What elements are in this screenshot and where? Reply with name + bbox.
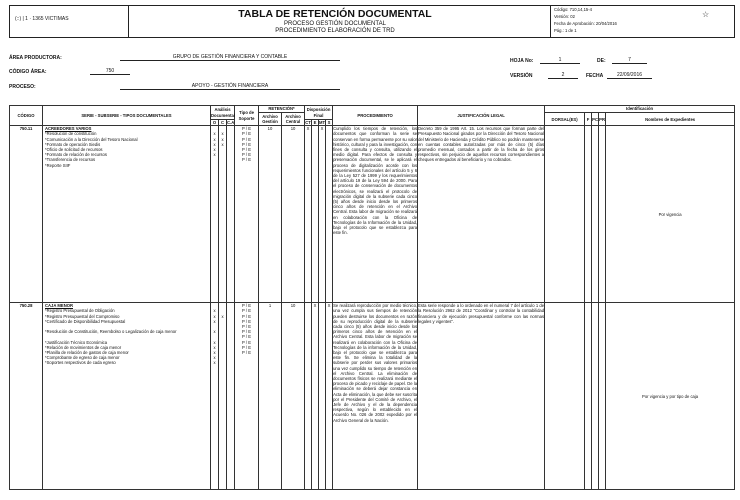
col-e: E	[312, 120, 319, 126]
list-item: *Transferencia de recursos	[45, 157, 96, 163]
col-ct: CT	[305, 120, 311, 125]
list-item: *Registro Presupuestal del Compromiso	[45, 313, 120, 319]
list-item: *Justificación Técnico Económica	[45, 339, 108, 345]
page-subtitle-procedure: PROCEDIMIENTO ELABORACIÓN DE TRD	[275, 28, 395, 34]
col-codigo: CÓDIGO	[10, 106, 43, 126]
col-procedimiento: PROCEDIMIENTO	[333, 106, 418, 126]
version-label: VERSIÓN	[510, 73, 533, 79]
row-codigo: 750.11	[10, 126, 43, 303]
col-archivo-central: Archivo Central	[282, 113, 305, 126]
soporte: P / E	[242, 313, 252, 319]
col-pr: PR	[599, 113, 606, 126]
row-nombres: Por vigencia y por tipo de caja	[606, 303, 735, 490]
mark-o: x	[213, 131, 216, 137]
col-s: S	[326, 120, 333, 126]
codigo-area-value: 750	[90, 68, 130, 75]
col-retencion: RETENCIÓN*	[259, 106, 305, 113]
soporte: P / E	[242, 329, 252, 335]
list-item: *Formato de operación Siedis	[45, 141, 101, 147]
col-ca: C.A	[227, 120, 235, 125]
soporte: P / E	[242, 152, 252, 158]
version-value: 2	[548, 72, 578, 79]
list-item: *Registro Presupuestal de Obligación	[45, 308, 115, 314]
mark-o: x	[213, 339, 216, 345]
codigo-area-label: CÓDIGO ÁREA:	[9, 69, 47, 75]
soporte: P / E	[242, 318, 252, 324]
disposicion-s: X	[326, 303, 333, 490]
meta-pagina: Pág.: 1 de 1	[554, 28, 577, 33]
mark-c: x	[221, 131, 224, 137]
retencion-central: 10	[282, 303, 305, 490]
mark-o: x	[213, 147, 216, 153]
de-value: 7	[612, 57, 647, 64]
col-analisis: Análisis Documental	[211, 107, 235, 118]
document-meta	[550, 5, 670, 38]
de-label: DE:	[597, 58, 606, 64]
col-c: C	[219, 120, 227, 126]
col-mt: MT	[319, 120, 326, 125]
soporte: P / E	[242, 344, 252, 350]
page-title: TABLA DE RETENCIÓN DOCUMENTAL	[238, 8, 432, 20]
meta-codigo: Código: 710,14,15-4	[554, 7, 592, 12]
row-procedimiento: Cumplido los tiempos de retención, los documentos que conforman la serie se conservan en forma permanente por su valor histórico, cultural y para la investigación, con fines de consulta y consulta, utilizando el medio digital. Para efectos de consulta y preservación documental, se le aplicará el proceso de digitalización acorde con los requerimientos funcionales del artículo 5 y 6 de la Ley 527 de 1999 y los requerimientos del artículo 19 de la Ley 594 de 2000. Para el proceso de conservación de documentos electrónicos, se realizará el protocolo de migración digital de la subserie cada cinco (5) años desde inicio desde los primeros cinco años de retención en el Archivo Central. Esta labor de migración se realizará en colaboración con la Oficina de Tecnologías de la Información de la Unidad, bajo el protocolo que se establezca para este fin.	[333, 126, 418, 303]
fecha-label: FECHA	[586, 73, 604, 79]
area-label: ÁREA PRODUCTORA:	[9, 55, 62, 61]
col-identificacion: Identificación	[545, 106, 735, 113]
mark-o: x	[213, 136, 216, 142]
disposicion-e	[312, 126, 319, 303]
row-nombres: Por vigencia	[606, 126, 735, 303]
disposicion-s	[326, 126, 333, 303]
proceso-label: PROCESO:	[9, 84, 36, 90]
page-subtitle-process: PROCESO GESTIÓN DOCUMENTAL	[284, 21, 386, 27]
list-item: *Soportes respectivos de cada egreso	[45, 360, 116, 366]
col-f: F	[585, 113, 592, 126]
mark-o: x	[213, 360, 216, 366]
disposicion-mt: X	[319, 126, 326, 303]
mark-o: x	[213, 152, 216, 158]
soporte: P / E	[242, 141, 252, 147]
retencion-central: 10	[282, 126, 305, 303]
mark-o: x	[213, 141, 216, 147]
soporte: P / E	[242, 308, 252, 314]
disposicion-ct	[305, 303, 312, 490]
mark-c: x	[221, 141, 224, 147]
row-serie: CAJA MENOR	[45, 303, 73, 309]
list-item: *Relación de movimientos de caja menor	[45, 344, 122, 350]
mark-c: x	[221, 136, 224, 142]
table-row	[10, 303, 735, 490]
list-item: *Comunicación a la Dirección del Tesoro Nacional	[45, 136, 138, 142]
mark-o: x	[213, 318, 216, 324]
meta-version: Versión: 02	[554, 14, 575, 19]
list-item: *Planilla de relación de gastos de caja menor	[45, 350, 129, 356]
list-item: *Comprobante de egreso de caja menor	[45, 355, 120, 361]
mark-o: x	[213, 355, 216, 361]
row-serie: ACREEDORES VARIOS	[45, 126, 92, 132]
col-nombres: Nombres de Expedientes	[606, 113, 735, 126]
col-pc: PC	[592, 113, 599, 126]
soporte: P / E	[242, 131, 252, 137]
list-item: *Resolución de constitución	[45, 131, 97, 137]
proceso-value: APOYO - GESTIÓN FINANCIERA	[120, 83, 340, 90]
col-dorsal: DORSAL(ES)	[545, 113, 585, 126]
retention-table	[9, 105, 735, 490]
soporte: P / E	[242, 157, 252, 163]
soporte: P / E	[242, 303, 252, 309]
row-justificacion: Decreto 359 de 1995 Art. 15. Los recursos que forman parte del Presupuesto Nacional girados por la Dirección del Tesoro Nacional del Ministerio de Hacienda y Crédito Público no podrán mantenerse en cuentas contables autorizadas por más de cinco (5) días promedio mensual, contados a partir de la fecha de los giros respectivos, sin perjuicio de aquellos recursos correspondientes a cheques entregados al beneficiario y no cobrados.	[418, 126, 545, 303]
hoja-label: HOJA No:	[510, 58, 534, 64]
star-mark-icon: ☆	[702, 10, 710, 19]
retencion-gestion: 1	[259, 303, 282, 490]
soporte: P / E	[242, 339, 252, 345]
fecha-value: 22/09/2016	[607, 72, 652, 79]
col-justificacion: JUSTIFICACIÓN LEGAL	[418, 106, 545, 126]
mark-o: x	[213, 350, 216, 356]
col-serie: SERIE - SUBSERIE - TIPOS DOCUMENTALES	[43, 106, 211, 126]
row-procedimiento: Se realizará reproducción por medio técnico, una vez cumpla sus tiempos de retención pueden destruirse los documentos en razón de su reproducción digital de la subserie cada cinco (5) años desde inicio desde los primeros cinco años de retención en el Archivo Central. Esta labor de migración se realizará en colaboración con la Oficina de Tecnologías de la información de la Unidad, bajo el protocolo que se establezca para este fin. Se elimina la totalidad de la subserie por perder sus valores primarios una vez cumplido su tiempo de retención en el Archivo Central. La eliminación de documentos físicos se realizará mediante el proceso de picado y reciclaje de papel. De la eliminación se deberá dejar constancia en Acta de eliminación, la que debe ser suscrita por el Presidente del Comité de Archivo, el Jefe de Archivo y el de la dependencia respectiva, según lo establecido en el Acuerdo No. 026 de 2002 expedido por el Archivo General de la Nación.	[333, 303, 418, 490]
row-codigo: 750.28	[10, 303, 43, 490]
soporte: P / E	[242, 136, 252, 142]
mark-o: x	[213, 329, 216, 335]
mark-o: x	[213, 308, 216, 314]
soporte: P / E	[242, 147, 252, 153]
area-value: GRUPO DE GESTIÓN FINANCIERA Y CONTABLE	[120, 54, 340, 61]
mark-o: x	[213, 344, 216, 350]
list-item: *Formato de relación de recursos	[45, 152, 107, 158]
disposicion-mt	[319, 303, 326, 490]
row-justificacion: Esta serie responde a lo ordenado en el numeral 7 del artículo 1 de la Resolución 2962 de 2012 "Coordinar y controlar la contabilidad financiera y de ejecución presupuestal conforme con las normas legales y vigentes".	[418, 303, 545, 490]
logo	[9, 5, 129, 38]
col-disposicion: Disposición Final	[305, 106, 333, 120]
list-item: *Resolución de Constitución, Reembolso o Legalización de caja menor	[45, 329, 177, 335]
logo-text: (::) | 1 · 1365 VICTIMAS	[15, 16, 69, 22]
hoja-value: 1	[540, 57, 580, 64]
retencion-gestion: 10	[259, 126, 282, 303]
col-o: O	[211, 120, 219, 126]
disposicion-ct: X	[305, 126, 312, 303]
list-item: *Reporte SIIF	[45, 162, 71, 168]
mark-o: x	[213, 313, 216, 319]
col-soporte: Tipo de Soporte	[235, 106, 259, 126]
list-item: *Oficio de solicitud de recursos	[45, 147, 103, 153]
soporte: P / E	[242, 334, 252, 340]
disposicion-e: X	[312, 303, 319, 490]
table-row	[10, 126, 735, 303]
col-archivo-gestion: Archivo Gestión	[259, 113, 282, 126]
soporte: P / E	[242, 350, 252, 356]
mark-c: x	[221, 313, 224, 319]
soporte: P / E	[242, 126, 252, 132]
meta-fecha: Fecha de Aprobación: 20/04/2016	[554, 21, 617, 26]
soporte: P / E	[242, 324, 252, 330]
list-item: *Certificado de Disponibilidad Presupuestal	[45, 318, 126, 324]
